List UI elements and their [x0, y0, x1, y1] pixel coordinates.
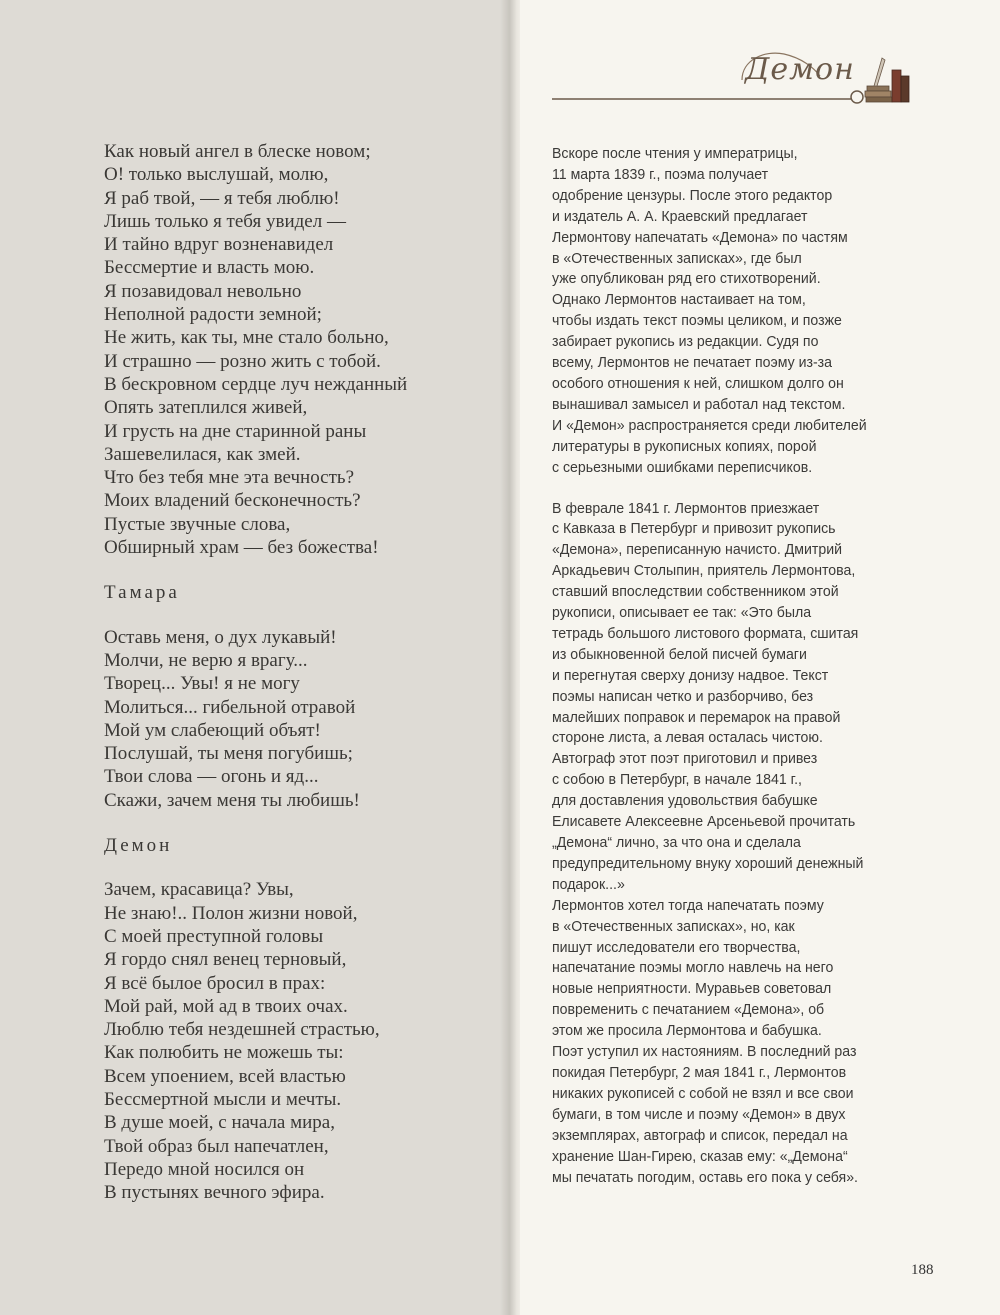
poem-line: Моих владений бесконечность?	[104, 490, 361, 512]
poem-stanza-2	[104, 626, 504, 812]
commentary-line: с серьезными ошибками переписчиков.	[552, 458, 813, 476]
commentary-line: чтобы издать текст поэмы целиком, и позже	[552, 312, 842, 330]
commentary-line: малейших поправок и перемарок на правой	[552, 708, 841, 726]
commentary-line: и издатель А. А. Краевский предлагает	[552, 207, 808, 225]
commentary-line: поэмы написан четко и разборчиво, без	[552, 687, 814, 705]
commentary-line: хранение Шан-Гирею, сказав ему: «„Демона“	[552, 1147, 848, 1165]
poem-line: И тайно вдруг возненавидел	[104, 234, 334, 256]
commentary-line: покидая Петербург, 2 мая 1841 г., Лермонтов	[552, 1063, 847, 1081]
commentary-line: уже опубликован ряд его стихотворений.	[552, 270, 821, 288]
poem-line: И грусть на дне старинной раны	[104, 420, 367, 442]
poem-line: Бессмертной мысли и мечты.	[104, 1088, 342, 1110]
commentary-line: Лермонтову напечатать «Демона» по частям	[552, 228, 848, 246]
commentary-line: «Демона», переписанную начисто. Дмитрий	[552, 541, 843, 559]
poem-line: Мой рай, мой ад в твоих очах.	[104, 995, 348, 1017]
commentary-line: и перегнутая сверху донизу надвое. Текст	[552, 666, 829, 684]
poem-line: О! только выслушай, молю,	[104, 164, 329, 186]
poem-line: Как полюбить не можешь ты:	[104, 1042, 344, 1064]
speaker-demon: Демон	[104, 835, 173, 857]
poem-line: Зачем, красавица? Увы,	[104, 879, 294, 901]
poem-line: Я раб твой, — я тебя люблю!	[104, 187, 340, 209]
poem-line: Послушай, ты меня погубишь;	[104, 743, 353, 765]
page-number: 188	[911, 1262, 934, 1278]
poem-line: Молиться... гибельной отравой	[104, 696, 356, 718]
commentary-line: тетрадь большого листового формата, сшитая	[552, 624, 859, 642]
commentary-line: В феврале 1841 г. Лермонтов приезжает	[552, 499, 820, 517]
poem-line: Бессмертие и власть мою.	[104, 257, 315, 279]
commentary-line: с собою в Петербург, в начале 1841 г.,	[552, 771, 802, 789]
commentary-line: Поэт уступил их настояниям. В последний раз	[552, 1043, 857, 1061]
poem-line: С моей преступной головы	[104, 925, 324, 947]
speaker-tamara: Тамара	[104, 582, 180, 604]
chapter-title: Демон	[745, 52, 855, 87]
commentary-paragraph-2	[552, 499, 896, 1189]
poem-stanza-3	[104, 878, 504, 1204]
poem-line: И страшно — розно жить с тобой.	[104, 350, 381, 372]
commentary-line: 11 марта 1839 г., поэма получает	[552, 165, 769, 183]
poem-line: Твои слова — огонь и яд...	[104, 766, 319, 788]
poem-line: В душе моей, с начала мира,	[104, 1112, 335, 1134]
commentary-line: этом же просила Лермонтова и бабушка.	[552, 1022, 822, 1040]
commentary-line: с Кавказа в Петербург и привозит рукопись	[552, 520, 836, 538]
poem-line: Лишь только я тебя увидел —	[104, 210, 346, 232]
commentary-line: особого отношения к ней, слишком долго он	[552, 374, 844, 392]
commentary-line: мы печатать погодим, оставь его пока у себя».	[552, 1168, 858, 1186]
commentary-line: всему, Лермонтов не печатает поэму из-за	[552, 354, 833, 372]
poem-line: Обширный храм — без божества!	[104, 537, 379, 559]
commentary-line: Елисавете Алексеевне Арсеньевой прочитать	[552, 813, 856, 831]
commentary-line: напечатание поэмы могло навлечь на него	[552, 959, 834, 977]
commentary-line: литературы в рукописных копиях, порой	[552, 437, 817, 455]
poem-line: Молчи, не верю я врагу...	[104, 649, 308, 671]
commentary-line: из обыкновенной белой писчей бумаги	[552, 645, 807, 663]
poem-line: Пустые звучные слова,	[104, 513, 291, 535]
poem-line: Я гордо снял венец терновый,	[104, 949, 347, 971]
commentary-line: пишут исследователи его творчества,	[552, 938, 801, 956]
poem-line: Неполной радости земной;	[104, 304, 322, 326]
poem-line: Передо мной носился он	[104, 1158, 305, 1180]
commentary-line: Лермонтов хотел тогда напечатать поэму	[552, 896, 824, 914]
poem-line: Всем упоением, всей властью	[104, 1065, 346, 1087]
header-ornament	[552, 42, 922, 110]
commentary-text	[552, 144, 896, 1188]
poem-text	[104, 140, 504, 1204]
poem-line: В бескровном сердце луч нежданный	[104, 373, 408, 395]
inkwell-books-icon	[851, 58, 909, 103]
poem-line: Опять затеплился живей,	[104, 397, 308, 419]
poem-stanza-1	[104, 140, 504, 559]
commentary-line: „Демона“ лично, за что она и сделала	[552, 834, 801, 851]
commentary-line: стороне листа, а левая осталась чистою.	[552, 729, 823, 747]
poem-line: Творец... Увы! я не могу	[104, 673, 300, 695]
commentary-line: повременить с печатанием «Демона», об	[552, 1001, 825, 1019]
commentary-line: в «Отечественных записках», но, как	[552, 917, 795, 935]
commentary-line: вынашивал замысел и работал над текстом.	[552, 395, 846, 413]
poem-line: Я позавидовал невольно	[104, 280, 302, 302]
commentary-line: забирает рукопись из редакции. Судя по	[552, 333, 819, 351]
poem-line: Что без тебя мне эта вечность?	[104, 467, 355, 489]
poem-line: Скажи, зачем меня ты любишь!	[104, 789, 360, 811]
commentary-paragraph-1	[552, 144, 896, 479]
commentary-line: бумаги, в том числе и поэму «Демон» в двух	[552, 1105, 846, 1123]
commentary-line: никаких рукописей с собой не взял и все свои	[552, 1084, 854, 1102]
poem-line: Твой образ был напечатлен,	[104, 1135, 329, 1157]
poem-line: Оставь меня, о дух лукавый!	[104, 626, 337, 648]
poem-line: Как новый ангел в блеске новом;	[104, 141, 371, 162]
commentary-line: новые неприятности. Муравьев советовал	[552, 980, 832, 998]
commentary-line: Автограф этот поэт приготовил и привез	[552, 750, 818, 768]
commentary-line: И «Демон» распространяется среди любителей	[552, 416, 867, 434]
poem-line: Не знаю!.. Полон жизни новой,	[104, 902, 358, 924]
poem-line: Я всё былое бросил в прах:	[104, 972, 326, 994]
poem-line: Зашевелилася, как змей.	[104, 443, 301, 465]
commentary-line: в «Отечественных записках», где был	[552, 249, 802, 267]
commentary-line: ставший впоследствии собственником этой	[552, 583, 839, 601]
commentary-line: Однако Лермонтов настаивает на том,	[552, 291, 806, 309]
commentary-line: Вскоре после чтения у императрицы,	[552, 145, 798, 162]
poem-line: Не жить, как ты, мне стало больно,	[104, 327, 389, 349]
paragraph-gap	[552, 479, 896, 499]
commentary-line: одобрение цензуры. После этого редактор	[552, 186, 833, 204]
poem-line: Мой ум слабеющий объят!	[104, 719, 321, 741]
poem-line: Люблю тебя нездешней страстью,	[104, 1019, 380, 1041]
commentary-line: Аркадьевич Столыпин, приятель Лермонтова,	[552, 562, 856, 580]
commentary-line: рукописи, описывает ее так: «Это была	[552, 604, 812, 622]
poem-line: В пустынях вечного эфира.	[104, 1182, 325, 1204]
commentary-line: подарок...»	[552, 875, 625, 893]
commentary-line: экземплярах, автограф и список, передал на	[552, 1126, 848, 1144]
commentary-line: предупредительному внуку хороший денежный	[552, 854, 864, 872]
commentary-line: для доставления удовольствия бабушке	[552, 792, 818, 810]
